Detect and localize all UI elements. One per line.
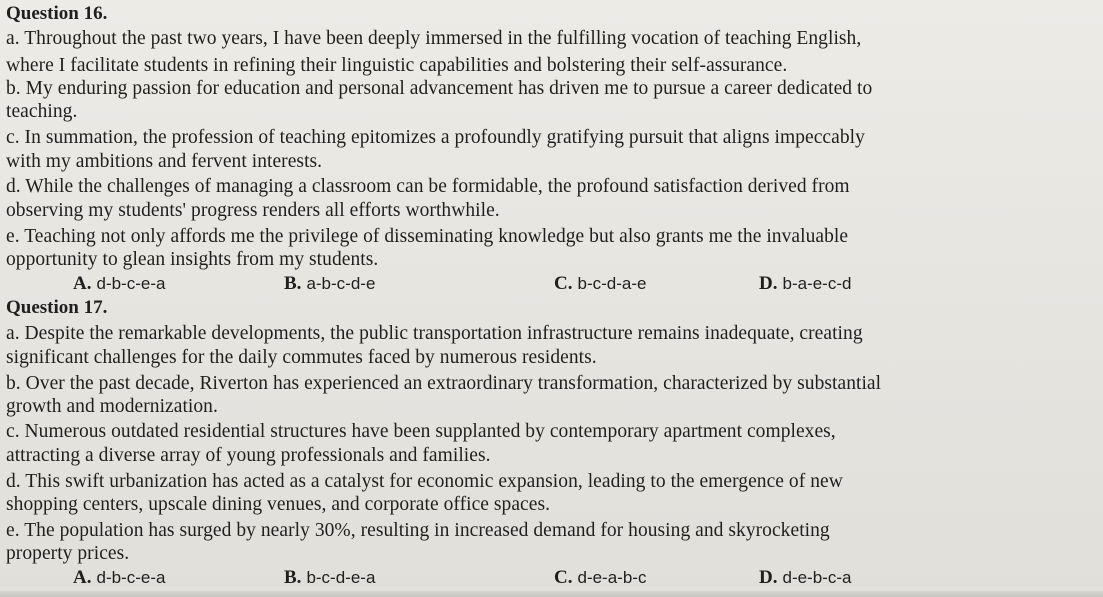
q17-sentence-d-line-2: shopping centers, upscale dining venues, and corporate office spaces. xyxy=(6,494,551,515)
q16-sentence-c-line-1: c. In summation, the profession of teaching epitomizes a profoundly gratifying pursuit that aligns impeccably xyxy=(6,127,865,148)
q16-option-c[interactable]: C. b-c-d-a-e xyxy=(554,273,647,294)
q17-option-d[interactable]: D. d-e-b-c-a xyxy=(759,567,852,588)
q17-sentence-a-line-1: a. Despite the remarkable developments, the public transportation infrastructure remains inadequate, creating xyxy=(6,323,863,344)
q16-sentence-d-line-2: observing my students' progress renders all efforts worthwhile. xyxy=(6,200,500,221)
page-bottom-edge xyxy=(0,591,1103,597)
q16-sentence-b-line-1: b. My enduring passion for education and personal advancement has driven me to pursue a career dedicated to xyxy=(6,78,873,99)
q16-sentence-e-line-1: e. Teaching not only affords me the privilege of disseminating knowledge but also grants me the invaluable xyxy=(6,226,849,247)
question-16-title: Question 16. xyxy=(6,3,108,24)
q16-sentence-a-line-2: where I facilitate students in refining their linguistic capabilities and bolstering their self-assurance. xyxy=(6,55,788,76)
q17-sentence-e-line-1: e. The population has surged by nearly 30%, resulting in increased demand for housing and skyrocketing xyxy=(6,520,830,541)
q17-sentence-b-line-2: growth and modernization. xyxy=(6,396,218,417)
q17-sentence-e-line-2: property prices. xyxy=(6,543,130,564)
q17-option-a[interactable]: A. d-b-c-e-a xyxy=(73,567,166,588)
q16-option-b[interactable]: B. a-b-c-d-e xyxy=(284,273,376,294)
q16-sentence-a-line-1: a. Throughout the past two years, I have been deeply immersed in the fulfilling vocation of teaching English, xyxy=(6,28,862,49)
q17-option-b[interactable]: B. b-c-d-e-a xyxy=(284,567,376,588)
q16-sentence-c-line-2: with my ambitions and fervent interests. xyxy=(6,151,323,172)
q17-sentence-c-line-1: c. Numerous outdated residential structures have been supplanted by contemporary apartment complexes, xyxy=(6,421,836,442)
q16-sentence-d-line-1: d. While the challenges of managing a classroom can be formidable, the profound satisfaction derived from xyxy=(6,176,850,197)
q17-sentence-d-line-1: d. This swift urbanization has acted as a catalyst for economic expansion, leading to the emergence of new xyxy=(6,471,843,492)
q16-sentence-e-line-2: opportunity to glean insights from my students. xyxy=(6,249,379,270)
q17-option-c[interactable]: C. d-e-a-b-c xyxy=(554,567,647,588)
question-17-title: Question 17. xyxy=(6,297,108,318)
q17-sentence-b-line-1: b. Over the past decade, Riverton has experienced an extraordinary transformation, characterized by substantial xyxy=(6,373,882,394)
q17-sentence-c-line-2: attracting a diverse array of young professionals and families. xyxy=(6,445,491,466)
q16-option-d[interactable]: D. b-a-e-c-d xyxy=(759,273,852,294)
q17-sentence-a-line-2: significant challenges for the daily commutes faced by numerous residents. xyxy=(6,347,597,368)
q16-option-a[interactable]: A. d-b-c-e-a xyxy=(73,273,166,294)
q16-sentence-b-line-2: teaching. xyxy=(6,101,78,122)
